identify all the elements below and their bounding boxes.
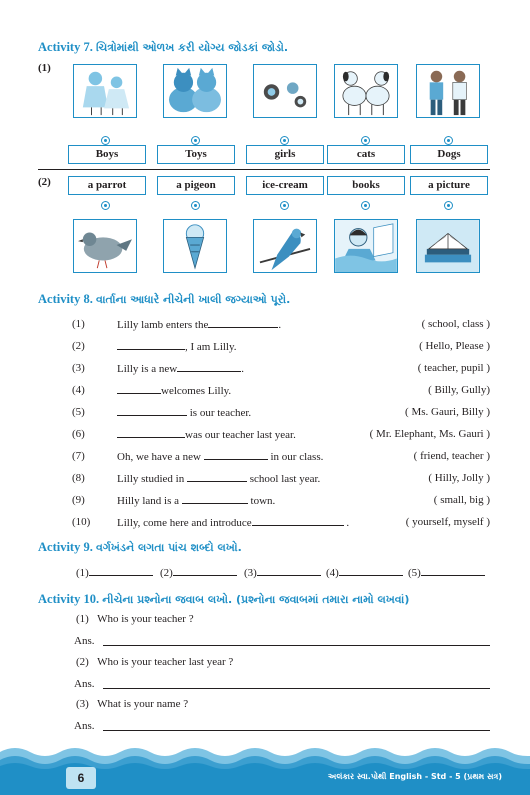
match-dot[interactable]: [191, 136, 200, 145]
answer-blank[interactable]: [177, 362, 241, 372]
row-text: in our class.: [270, 451, 324, 463]
fill-blank-row: [72, 450, 490, 466]
row-options: ( Hilly, Jolly ): [428, 472, 490, 484]
answer-blank[interactable]: [339, 566, 403, 576]
answer-line-1[interactable]: [74, 635, 490, 647]
activity-7-instruction: ચિત્રોમાંથી ઓળખ કરી યોગ્ય જોડકાં જોડો.: [95, 41, 289, 54]
books-picture: [416, 219, 480, 273]
word-box: a parrot: [68, 176, 146, 195]
row-text: Lilly, come here and introduce: [117, 517, 252, 529]
activity-7-heading: [38, 40, 288, 55]
row-options: ( Mr. Elephant, Ms. Gauri ): [369, 428, 490, 440]
fill-blank-row: [72, 340, 490, 356]
activity-9-label: Activity 9.: [38, 540, 93, 554]
question-number: (1): [76, 613, 89, 625]
blank-number: (4): [326, 567, 339, 579]
word-box: Toys: [157, 145, 235, 164]
answer-blank[interactable]: [89, 566, 153, 576]
row-number: (9): [72, 494, 85, 506]
word-blank-2: [160, 566, 237, 579]
dogs-picture: [334, 64, 398, 118]
word-blank-1: [76, 566, 153, 579]
row-text: is our teacher.: [189, 407, 252, 419]
match-dot[interactable]: [444, 201, 453, 210]
page-number: 6: [66, 767, 96, 789]
row-text: Lilly lamb enters the: [117, 319, 209, 331]
answer-line-3[interactable]: [74, 720, 490, 732]
match-dot[interactable]: [191, 201, 200, 210]
book-title: અલંકાર સ્વા.પોથી English - Std - 5 (પ્રથમ સત્ર): [327, 772, 502, 781]
answer-line-2[interactable]: [74, 678, 490, 690]
question-1: [76, 613, 194, 625]
row-number: (6): [72, 428, 85, 440]
ans-label: Ans.: [74, 678, 95, 690]
row-number: (1): [72, 318, 85, 330]
word-blank-3: [244, 566, 321, 579]
row-number: (2): [72, 340, 85, 352]
parrot-picture: [253, 219, 317, 273]
row-number: (4): [72, 384, 85, 396]
activity-8-heading: [38, 292, 290, 307]
row-options: ( school, class ): [421, 318, 490, 330]
row-text: .: [346, 517, 350, 529]
row-text: Lilly is a new: [117, 363, 178, 375]
part-2-label: (2): [38, 176, 51, 188]
row-options: ( small, big ): [433, 494, 490, 506]
row-text: town.: [250, 495, 276, 507]
match-dot[interactable]: [361, 136, 370, 145]
row-text: , I am Lilly.: [185, 341, 237, 353]
match-dot[interactable]: [280, 201, 289, 210]
row-text: Oh, we have a new: [117, 451, 201, 463]
row-options: ( yourself, myself ): [405, 516, 490, 528]
word-box: a pigeon: [157, 176, 235, 195]
row-options: ( teacher, pupil ): [417, 362, 490, 374]
activity-7-label: Activity 7.: [38, 40, 93, 54]
activity-8-instruction: વાર્તાના આધારે નીચેની ખાલી જગ્યાઓ પૂરો.: [95, 293, 291, 306]
answer-blank[interactable]: [252, 516, 344, 526]
match-dot[interactable]: [361, 201, 370, 210]
match-dot[interactable]: [101, 201, 110, 210]
answer-blank[interactable]: [187, 472, 247, 482]
answer-blank[interactable]: [117, 406, 187, 416]
row-options: ( Hello, Please ): [419, 340, 490, 352]
cats-picture: [163, 64, 227, 118]
part-1-label: (1): [38, 62, 51, 74]
ans-label: Ans.: [74, 635, 95, 647]
activity-9-instruction: વર્ગખંડને લગતા પાંચ શબ્દો લખો.: [95, 541, 242, 554]
row-number: (8): [72, 472, 85, 484]
answer-blank[interactable]: [204, 450, 268, 460]
question-number: (3): [76, 698, 89, 710]
blank-number: (1): [76, 567, 89, 579]
answer-blank[interactable]: [257, 566, 321, 576]
picture-picture: [334, 219, 398, 273]
row-number: (3): [72, 362, 85, 374]
question-text: Who is your teacher ?: [97, 613, 194, 625]
fill-blank-row: [72, 362, 490, 378]
question-3: [76, 698, 188, 710]
answer-blank[interactable]: [117, 340, 185, 350]
fill-blank-row: [72, 472, 490, 488]
blank-number: (3): [244, 567, 257, 579]
fill-blank-row: [72, 494, 490, 510]
match-dot[interactable]: [101, 136, 110, 145]
row-text: was our teacher last year.: [185, 429, 296, 441]
answer-blank[interactable]: [421, 566, 485, 576]
question-2: [76, 656, 233, 668]
answer-blank[interactable]: [208, 318, 278, 328]
row-text: .: [278, 319, 282, 331]
word-box: Boys: [68, 145, 146, 164]
fill-blank-row: [72, 384, 490, 400]
ans-label: Ans.: [74, 720, 95, 732]
row-number: (5): [72, 406, 85, 418]
answer-blank[interactable]: [173, 566, 237, 576]
row-text: welcomes Lilly.: [161, 385, 232, 397]
question-text: What is your name ?: [97, 698, 189, 710]
row-text: Lilly studied in: [117, 473, 185, 485]
answer-blank[interactable]: [182, 494, 248, 504]
fill-blank-row: [72, 318, 490, 334]
row-text: .: [241, 363, 244, 375]
answer-rule: [103, 688, 490, 689]
pigeon-picture: [73, 219, 137, 273]
fill-blank-row: [72, 516, 490, 532]
row-options: ( friend, teacher ): [413, 450, 490, 462]
word-blank-5: [408, 566, 485, 579]
row-text: Hilly land is a: [117, 495, 180, 507]
activity-10-instruction: નીચેના પ્રશ્નોના જવાબ લખો. (પ્રશ્નોના જવાબમાં તમારા નામો લખવાં): [102, 593, 410, 606]
girls-picture: [73, 64, 137, 118]
ice-cream-picture: [163, 219, 227, 273]
row-text: school last year.: [249, 473, 321, 485]
fill-blank-row: [72, 406, 490, 422]
word-box: books: [327, 176, 405, 195]
section-divider: [38, 169, 490, 170]
answer-rule: [103, 730, 490, 731]
activity-9-heading: [38, 540, 242, 555]
answer-blank[interactable]: [117, 384, 161, 394]
word-box: cats: [327, 145, 405, 164]
row-options: ( Ms. Gauri, Billy ): [405, 406, 490, 418]
row-number: (7): [72, 450, 85, 462]
question-number: (2): [76, 656, 89, 668]
activity-10-heading: [38, 592, 409, 607]
word-box: a picture: [410, 176, 488, 195]
word-box: ice-cream: [246, 176, 324, 195]
activity-8-label: Activity 8.: [38, 292, 93, 306]
blank-number: (2): [160, 567, 173, 579]
match-dot[interactable]: [280, 136, 289, 145]
toys-picture: [253, 64, 317, 118]
word-box: girls: [246, 145, 324, 164]
fill-blank-row: [72, 428, 490, 444]
row-options: ( Billy, Gully): [428, 384, 490, 396]
word-blank-4: [326, 566, 403, 579]
row-number: (10): [72, 516, 91, 528]
activity-10-label: Activity 10.: [38, 592, 100, 606]
answer-blank[interactable]: [117, 428, 185, 438]
answer-rule: [103, 645, 490, 646]
question-text: Who is your teacher last year ?: [97, 656, 234, 668]
boys-picture: [416, 64, 480, 118]
blank-number: (5): [408, 567, 421, 579]
match-dot[interactable]: [444, 136, 453, 145]
word-box: Dogs: [410, 145, 488, 164]
